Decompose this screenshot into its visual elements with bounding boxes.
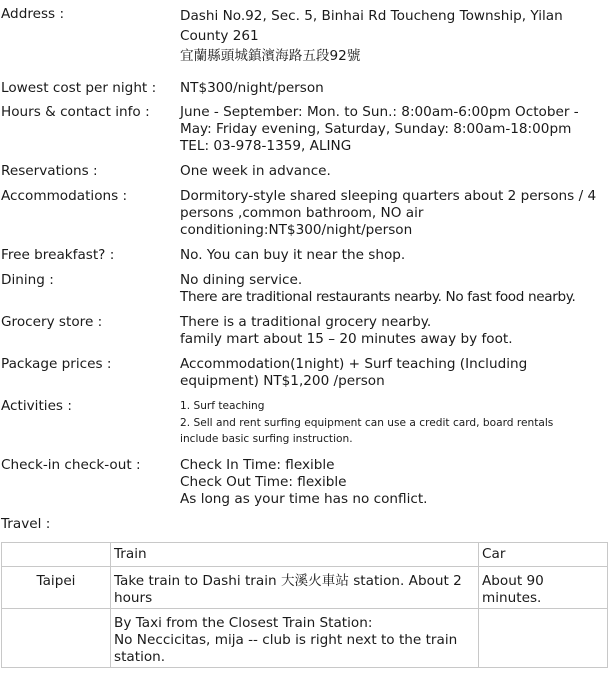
cost-value: NT$300/night/person <box>180 80 324 96</box>
travel-header-row <box>2 543 608 567</box>
checkin-line: Check Out Time: flexible <box>180 474 347 490</box>
grocery-value <box>180 314 608 348</box>
address-value <box>180 6 608 66</box>
accommodations-line: persons ,common bathroom, NO air <box>180 205 424 221</box>
package-value <box>180 356 608 390</box>
dining-line: No dining service. <box>180 272 303 288</box>
travel-car-cell <box>479 609 608 668</box>
cost-label: Lowest cost per night : <box>1 80 157 96</box>
accommodations-line: Dormitory-style shared sleeping quarters about 2 persons / 4 <box>180 188 597 204</box>
breakfast-label: Free breakfast? : <box>1 247 115 263</box>
package-label: Package prices : <box>1 356 112 372</box>
package-line: Accommodation(1night) + Surf teaching (Including <box>180 356 528 372</box>
hours-label: Hours & contact info : <box>1 104 150 120</box>
checkin-value <box>180 457 608 508</box>
table-row <box>2 609 608 668</box>
travel-train-line: No Neccicitas, mija -- club is right next to the train <box>114 632 458 648</box>
address-line: County 261 <box>180 28 259 44</box>
travel-train-line: Take train to Dashi train 大溪火車站 station. About 2 <box>114 573 462 589</box>
travel-train-cell <box>111 609 479 668</box>
grocery-line: There is a traditional grocery nearby. <box>180 314 432 330</box>
reservations-value: One week in advance. <box>180 163 331 179</box>
travel-header-train: Train <box>111 543 479 567</box>
travel-header-city <box>2 543 111 567</box>
address-label: Address : <box>1 6 65 22</box>
reservations-label: Reservations : <box>1 163 98 179</box>
reservations-value-wrap <box>180 163 608 180</box>
grocery-line: family mart about 15 – 20 minutes away by foot. <box>180 331 513 347</box>
cost-value-wrap <box>180 80 608 97</box>
activities-line: 2. Sell and rent surfing equipment can use a credit card, board rentals <box>180 416 554 429</box>
checkin-line: Check In Time: flexible <box>180 457 335 473</box>
travel-train-line: By Taxi from the Closest Train Station: <box>114 615 373 631</box>
travel-table <box>1 542 608 668</box>
dining-value <box>180 272 608 306</box>
travel-car-line: About 90 <box>482 573 544 589</box>
dining-label: Dining : <box>1 272 54 288</box>
breakfast-value: No. You can buy it near the shop. <box>180 247 406 263</box>
grocery-label: Grocery store : <box>1 314 103 330</box>
hours-line: June - September: Mon. to Sun.: 8:00am-6:00pm October - <box>180 104 579 120</box>
table-row <box>2 567 608 609</box>
travel-city-cell <box>2 609 111 668</box>
activities-line: 1. Surf teaching <box>180 400 265 412</box>
travel-header-car: Car <box>479 543 608 567</box>
address-line: Dashi No.92, Sec. 5, Binhai Rd Toucheng Township, Yilan <box>180 8 563 24</box>
activities-line: include basic surfing instruction. <box>180 433 353 445</box>
travel-train-cell <box>111 567 479 609</box>
dining-line: There are traditional restaurants nearby. No fast food nearby. <box>180 289 576 305</box>
travel-train-line: hours <box>114 590 153 606</box>
travel-label: Travel : <box>1 516 51 532</box>
package-line: equipment) NT$1,200 /person <box>180 373 385 389</box>
checkin-line: As long as your time has no conflict. <box>180 491 428 507</box>
travel-car-cell <box>479 567 608 609</box>
accommodations-value <box>180 188 608 239</box>
hours-value <box>180 104 608 155</box>
accommodations-label: Accommodations : <box>1 188 128 204</box>
breakfast-value-wrap <box>180 247 608 264</box>
travel-city-cell: Taipei <box>2 567 111 609</box>
travel-car-line: minutes. <box>482 590 542 606</box>
travel-train-line: station. <box>114 649 166 665</box>
activities-label: Activities : <box>1 398 72 414</box>
checkin-label: Check-in check-out : <box>1 457 141 473</box>
hours-line: May: Friday evening, Saturday, Sunday: 8:00am-18:00pm <box>180 121 572 137</box>
hours-line: TEL: 03-978-1359, ALING <box>180 138 352 154</box>
activities-value <box>180 398 608 448</box>
accommodations-line: conditioning:NT$300/night/person <box>180 222 413 238</box>
address-line: 宜蘭縣頭城鎮濱海路五段92號 <box>180 48 361 64</box>
